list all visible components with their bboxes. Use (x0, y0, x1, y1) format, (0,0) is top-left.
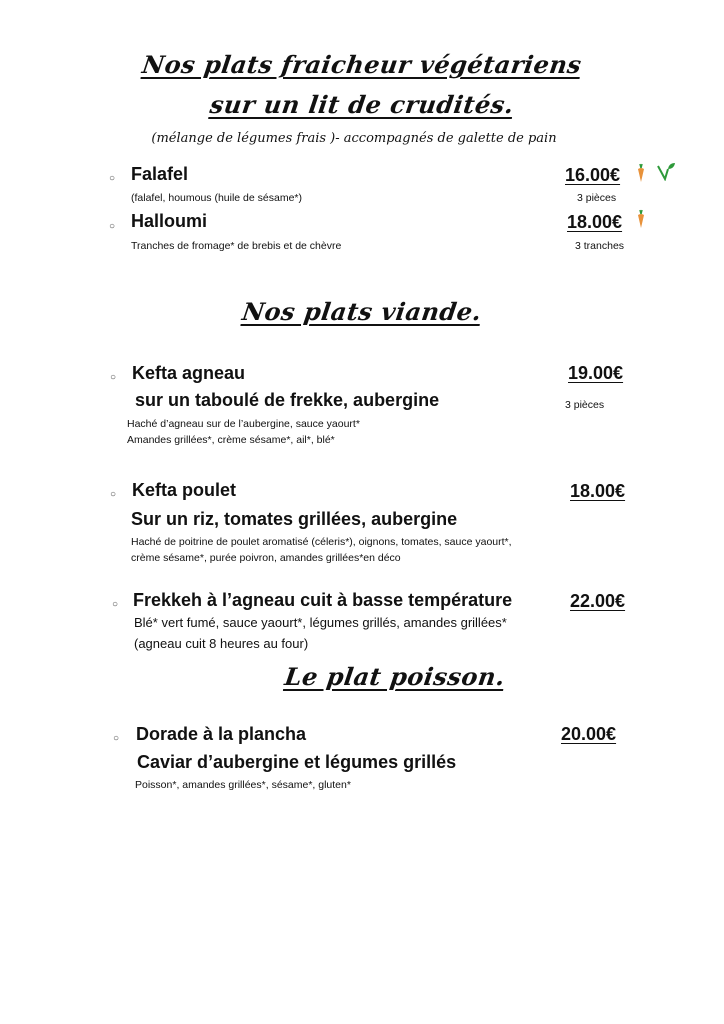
item-subtitle: sur un taboulé de frekke, aubergine (135, 390, 440, 410)
item-subtitle: Caviar d’aubergine et légumes grillés (137, 752, 457, 772)
item-description-line: Amandes grillées*, crème sésame*, ail*, blé* (127, 434, 335, 446)
item-price: 20.00€ (561, 724, 617, 744)
section-title-vegetarian-line2: sur un lit de crudités. (208, 90, 516, 119)
section-subtitle: (mélange de légumes frais )- accompagnés de galette de pain (151, 131, 557, 146)
section-title-vegetarian: Nos plats fraicheur végétariens (140, 50, 584, 79)
item-price: 18.00€ (570, 481, 626, 501)
item-description: Poisson*, amandes grillées*, sésame*, gluten* (135, 779, 351, 791)
item-name: Falafel (131, 164, 189, 184)
item-description-line: Blé* vert fumé, sauce yaourt*, légumes grillés, amandes grillées* (134, 615, 507, 630)
item-description: (falafel, houmous (huile de sésame*) (131, 192, 303, 204)
item-description: Tranches de fromage* de brebis et de chèvre (131, 240, 342, 252)
item-name: Frekkeh à l’agneau cuit à basse température (133, 590, 513, 610)
item-name: Halloumi (131, 211, 208, 231)
item-price: 19.00€ (568, 363, 624, 383)
item-name: Kefta agneau (132, 363, 246, 383)
bullet: ○ (110, 372, 117, 383)
item-name: Dorade à la plancha (136, 724, 307, 744)
item-quantity: 3 pièces (565, 399, 605, 411)
item-description-line: Haché d’agneau sur de l’aubergine, sauce yaourt* (127, 418, 360, 430)
bullet: ○ (112, 599, 119, 610)
bullet: ○ (113, 733, 120, 744)
item-price: 22.00€ (570, 591, 626, 611)
item-description-line: Haché de poitrine de poulet aromatisé (céleris*), oignons, tomates, sauce yaourt*, (131, 536, 512, 548)
item-name: Kefta poulet (132, 480, 237, 500)
item-subtitle: Sur un riz, tomates grillées, aubergine (131, 509, 458, 529)
carrot-icon (636, 163, 646, 183)
bullet: ○ (110, 489, 117, 500)
section-title-meat: Nos plats viande. (240, 297, 484, 326)
bullet: ○ (109, 221, 116, 232)
bullet: ○ (109, 173, 116, 184)
vegan-leaf-icon (656, 161, 676, 181)
item-quantity: 3 tranches (575, 240, 625, 252)
item-quantity: 3 pièces (577, 192, 617, 204)
item-description-line: crème sésame*, purée poivron, amandes grillées*en déco (131, 552, 401, 564)
item-description-line: (agneau cuit 8 heures au four) (134, 636, 309, 651)
carrot-icon (636, 209, 646, 229)
item-price: 18.00€ (567, 212, 623, 232)
section-title-fish: Le plat poisson. (282, 662, 508, 691)
item-price: 16.00€ (565, 165, 621, 185)
